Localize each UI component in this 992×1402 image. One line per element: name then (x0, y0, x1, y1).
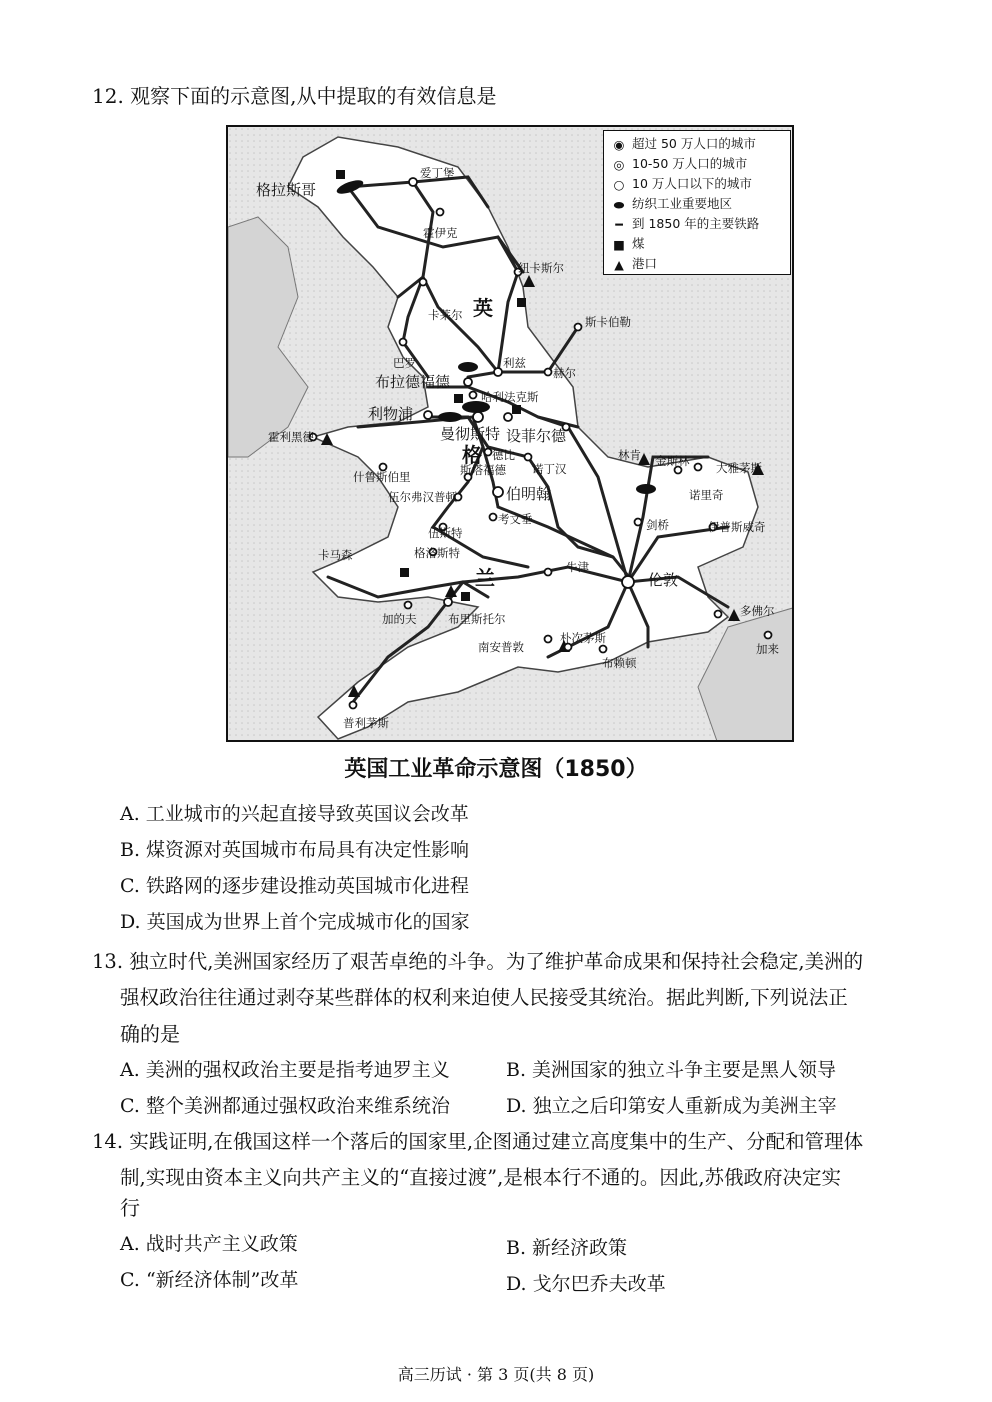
city-label: 多佛尔 (740, 604, 775, 618)
legend-row (610, 235, 645, 253)
small-city-icon: ○ (613, 176, 625, 192)
q12-stem: 12. 观察下面的示意图,从中提取的有效信息是 (92, 84, 497, 108)
q14-option-c[interactable]: C. “新经济体制”改革 (120, 1269, 299, 1291)
q12-option-d[interactable]: D. 英国成为世界上首个完成城市化的国家 (120, 911, 470, 933)
city-label: 林肯 (618, 448, 641, 462)
q13-stem-line: 确的是 (120, 1022, 180, 1046)
city-label: 金斯林 (655, 454, 690, 468)
legend-label: 10-50 万人口的城市 (632, 156, 748, 171)
city-label: 德比 (492, 448, 515, 462)
q13-option-d[interactable]: D. 独立之后印第安人重新成为美洲主宰 (506, 1095, 837, 1117)
city-label: 什鲁斯伯里 (353, 470, 411, 484)
q13-stem-line: 强权政治往往通过剥夺某些群体的权利来迫使人民接受其统治。据此判断,下列说法正 (120, 986, 848, 1009)
city-label: 卡马森 (318, 548, 353, 562)
q13-option-b[interactable]: B. 美洲国家的独立斗争主要是黑人领导 (506, 1059, 837, 1081)
legend-row (610, 135, 756, 153)
q14-stem-line: 14. 实践证明,在俄国这样一个落后的国家里,企图通过建立高度集中的生产、分配和管理体 (92, 1130, 864, 1153)
textile-area-icon: ⬬ (613, 196, 625, 212)
city-label: 大雅茅斯 (716, 461, 762, 475)
page-footer: 高三历试 · 第 3 页(共 8 页) (397, 1365, 595, 1384)
big-city-icon: ◉ (613, 136, 625, 152)
city-label: 卡莱尔 (428, 308, 463, 322)
city-label: 伊普斯威奇 (708, 520, 766, 534)
q12-option-c[interactable]: C. 铁路网的逐步建设推动英国城市化进程 (120, 875, 469, 897)
q13-stem-line: 13. 独立时代,美洲国家经历了艰苦卓绝的斗争。为了维护革命成果和保持社会稳定,美洲的 (92, 950, 864, 973)
city-label: 曼彻斯特 (440, 425, 501, 443)
q14-option-b[interactable]: B. 新经济政策 (506, 1237, 628, 1259)
city-label: 伍斯特 (428, 526, 463, 540)
city-label: 伦敦 (648, 571, 679, 589)
legend-label: 港口 (632, 256, 658, 271)
legend-row (610, 255, 657, 273)
city-label: 诺里奇 (689, 488, 724, 502)
q14-option-a[interactable]: A. 战时共产主义政策 (120, 1233, 298, 1255)
city-label: 霍利黑德 (268, 430, 314, 444)
city-label: 爱丁堡 (420, 166, 455, 180)
q14-stem-line: 行 (120, 1196, 140, 1220)
legend-label: 到 1850 年的主要铁路 (632, 216, 760, 231)
legend-label: 超过 50 万人口的城市 (632, 136, 756, 151)
q13-option-a[interactable]: A. 美洲的强权政治主要是指考迪罗主义 (120, 1059, 450, 1081)
region-label: 兰 (475, 566, 495, 590)
legend-row (610, 195, 732, 213)
city-label: 利兹 (503, 356, 526, 370)
region-label: 英 (473, 296, 493, 320)
city-label: 伯明翰 (506, 485, 552, 503)
map-legend (603, 130, 791, 275)
medium-city-icon: ◎ (613, 156, 625, 172)
city-label: 斯卡伯勒 (585, 315, 631, 329)
city-label: 斯塔福德 (460, 463, 506, 477)
city-label: 布拉德福德 (375, 373, 451, 391)
q13-option-c[interactable]: C. 整个美洲都通过强权政治来维系统治 (120, 1095, 450, 1117)
q12-option-a[interactable]: A. 工业城市的兴起直接导致英国议会改革 (120, 803, 469, 825)
city-label: 哈利法克斯 (481, 390, 539, 404)
legend-label: 纺织工业重要地区 (632, 196, 733, 211)
legend-row (610, 155, 747, 173)
city-label: 格洛斯特 (414, 546, 460, 560)
legend-row (610, 215, 759, 233)
city-label: 诺丁汉 (532, 462, 567, 476)
port-icon: ▲ (614, 256, 624, 272)
legend-row (610, 175, 752, 193)
city-label: 加来 (756, 642, 779, 656)
uk-industrial-map (226, 125, 794, 742)
city-label: 格拉斯哥 (256, 181, 317, 199)
city-label: 朴次茅斯 (560, 631, 606, 645)
city-label: 南安普敦 (478, 640, 524, 654)
legend-label: 10 万人口以下的城市 (632, 176, 752, 191)
q12-option-b[interactable]: B. 煤资源对英国城市布局具有决定性影响 (120, 839, 470, 861)
city-label: 布赖顿 (602, 656, 637, 670)
city-label: 利物浦 (368, 405, 414, 423)
city-label: 设菲尔德 (506, 427, 567, 445)
railway-icon: ━ (615, 216, 623, 232)
q14-stem-line: 制,实现由资本主义向共产主义的“直接过渡”,是根本行不通的。因此,苏俄政府决定实 (120, 1166, 842, 1189)
city-label: 霍伊克 (423, 226, 458, 240)
city-label: 普利茅斯 (343, 716, 389, 730)
city-label: 巴罗 (393, 356, 416, 370)
city-label: 伍尔弗汉普顿 (388, 490, 457, 504)
map-caption: 英国工业革命示意图（1850） (344, 757, 648, 782)
city-label: 牛津 (566, 560, 589, 574)
legend-label: 煤 (632, 236, 645, 251)
coal-icon: ■ (613, 236, 625, 252)
city-label: 布里斯托尔 (448, 612, 506, 626)
city-label: 赫尔 (553, 366, 576, 380)
city-label: 剑桥 (646, 518, 669, 532)
region-label: 格 (462, 443, 482, 467)
city-label: 纽卡斯尔 (518, 261, 564, 275)
q14-option-d[interactable]: D. 戈尔巴乔夫改革 (506, 1273, 666, 1295)
city-label: 加的夫 (382, 612, 417, 626)
city-label: 考文垂 (498, 512, 533, 526)
